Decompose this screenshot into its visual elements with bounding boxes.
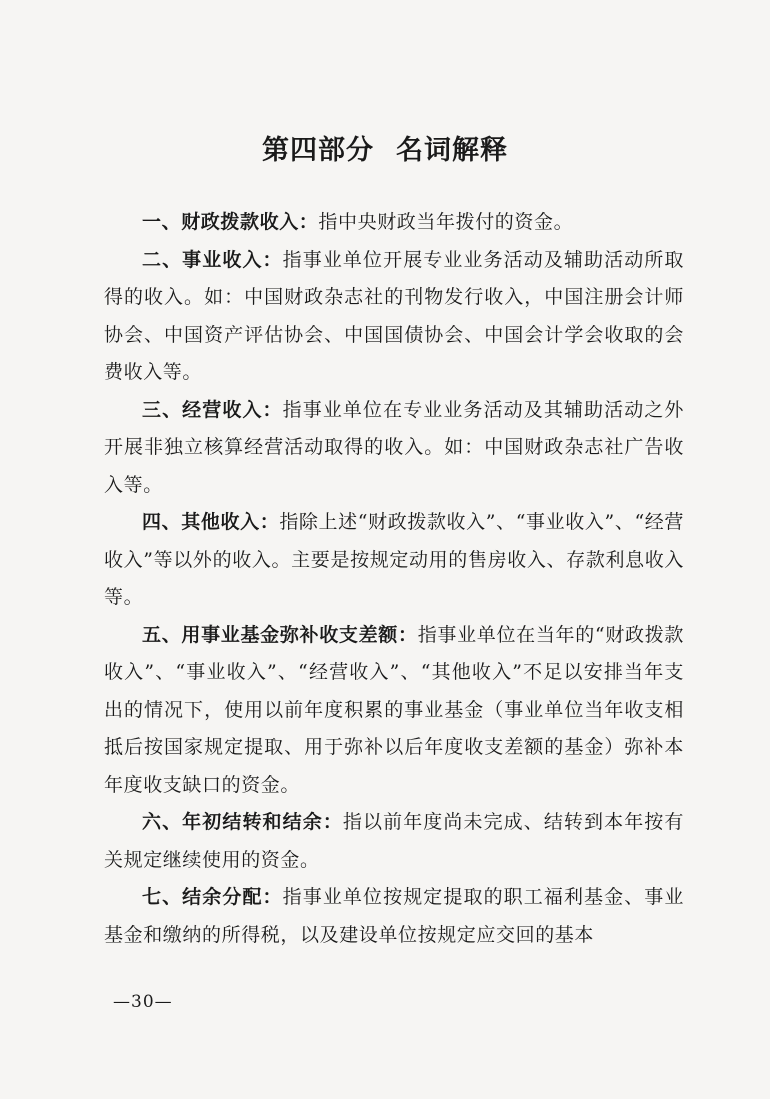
definition-text: 指事业单位开展专业业务活动及辅助活动所取得的收入。如：中国财政杂志社的刊物发行收入，中国注册会计师协会、中国资产评估协会、中国国债协会、中国会计学会收取的会费收入等。 [104, 248, 684, 383]
definition-term: 四、其他收入： [142, 511, 280, 533]
definition-term: 六、年初结转和结余： [142, 811, 343, 833]
definition-text: 指事业单位在当年的“财政拨款收入”、“事业收入”、“经营收入”、“其他收入”不足以安排当年支出的情况下，使用以前年度积累的事业基金（事业单位当年收支相抵后按国家规定提取、用于弥补以后年度收支差额的基金）弥补本年度收支缺口的资金。 [104, 623, 684, 796]
definition-text: 指中央财政当年拨付的资金。 [318, 211, 574, 233]
title-part-2: 名词解释 [396, 135, 508, 166]
definition-paragraph [104, 242, 684, 392]
definition-term: 五、用事业基金弥补收支差额： [142, 623, 418, 646]
definition-paragraph [104, 879, 684, 954]
definition-term: 三、经营收入： [142, 398, 283, 421]
definition-term: 一、财政拨款收入： [142, 211, 319, 233]
definition-text: 指事业单位按规定提取的职工福利基金、事业基金和缴纳的所得税，以及建设单位按规定应交回的基本 [104, 886, 684, 946]
definition-text: 指事业单位在专业业务活动及其辅助活动之外开展非独立核算经营活动取得的收入。如：中国财政杂志社广告收入等。 [104, 398, 684, 496]
definition-term: 七、结余分配： [142, 886, 283, 908]
definition-paragraph [104, 204, 684, 242]
page-number: —30— [113, 992, 173, 1012]
definition-paragraph [104, 617, 684, 805]
definition-text: 指除上述“财政拨款收入”、“事业收入”、“经营收入”等以外的收入。主要是按规定动用的售房收入、存款利息收入等。 [104, 511, 685, 608]
definition-term: 二、事业收入： [142, 248, 283, 271]
page-title [0, 128, 770, 167]
title-part-1: 第四部分 [262, 135, 374, 166]
definition-paragraph [104, 504, 684, 617]
definition-paragraph [104, 804, 684, 879]
definition-paragraph [104, 392, 684, 505]
document-body [104, 204, 684, 954]
definition-text: 指以前年度尚未完成、结转到本年按有关规定继续使用的资金。 [104, 811, 684, 871]
